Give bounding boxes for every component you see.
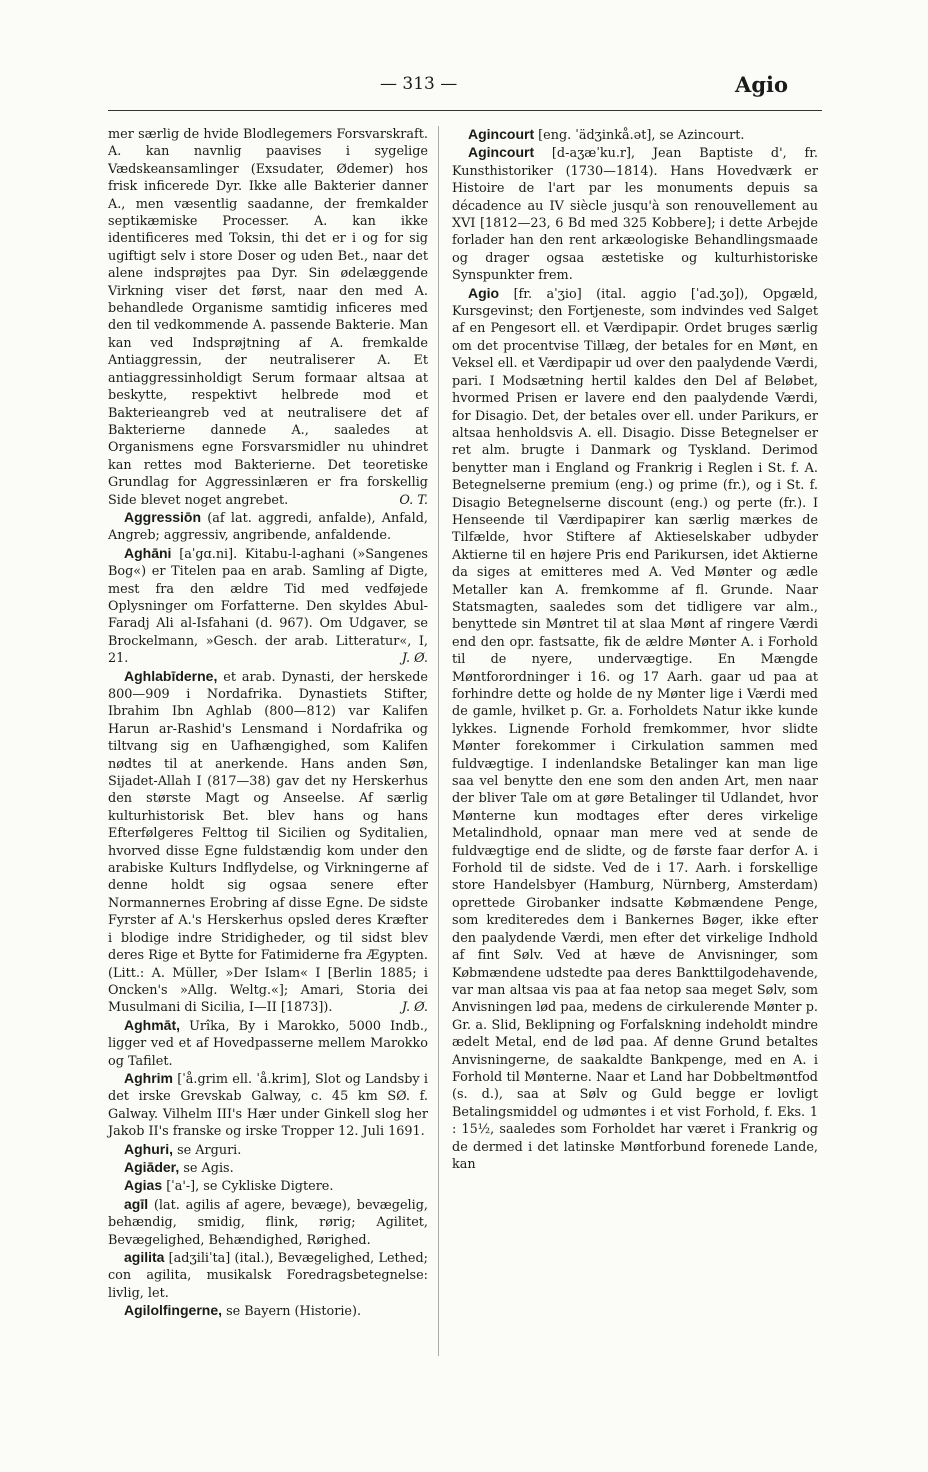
- entry-headword: Aghāni: [124, 544, 172, 561]
- entry-text: [ˈa'-], se Cykliske Digtere.: [162, 1179, 334, 1195]
- entry-text: se Arguri.: [173, 1142, 242, 1158]
- column-divider: [438, 126, 439, 1356]
- entry-text: et arab. Dynasti, der herskede 800—909 i Nordafrika. Dynastiets Stifter, Ibrahim Ibn Aghlab (800—812) var Kalifen Harun ar-Rashid's Lensmand i Nordafrika og tiltvang sig en Uafhængighed, som Kalifen nødtes til at anerkende. Hans anden Søn, Sijadet-Allah I (817—38) gav det ny Herskerhus den største Magt og Anseelse. Af særlig kulturhistorisk Bet. blev hans og hans Efterfølgeres Felttog til Sicilien og Syditalien, hvorved disse Egne fuldstændig kom under den arabiske Kulturs Indflydelse, og Virkningerne af denne holdt sig ogsaa senere efter Normannernes Erobring af disse Egne. De sidste Fyrster af A.'s Herskerhus opsled deres Kræfter i blodige indre Stridigheder, og til sidst blev deres Rige et Bytte for Fatimiderne fra Ægypten. (Litt.: A. Müller, »Der Islam« I [Berlin 1885; i Oncken's »Allg. Weltg.«]; Amari, Storia dei Musulmani di Sicilia, I—II [1873]).: [108, 669, 428, 1016]
- running-head: Agio: [735, 72, 788, 97]
- entry-agincourt-place: [452, 126, 818, 144]
- entry-headword: Aghlabīderne,: [124, 667, 218, 684]
- entry-text: [d-aʒæˈku.r], Jean Baptiste d', fr. Kunsthistoriker (1730—1814). Hans Hovedværk er Histoire de l'art par les monuments depuis sa décadence au IV siècle jusqu'à son renouvellement au XVI [1812—23, 6 Bd med 325 Kobbere]; i dette Arbejde forlader han den rent arkæologiske Behandlingsmaade og drager ogsaa æstetiske og kulturhistoriske Synspunkter frem.: [452, 146, 818, 284]
- author-signature: O. T.: [399, 492, 428, 508]
- entry-text: [ˈå.grim ell. ˈå.krim], Slot og Landsby i det irske Grevskab Galway, c. 45 km SØ. f. Galway. Vilhelm III's Hær under Ginkell slog her Jakob II's franske og irske Tropper 12. Juli 1691.: [108, 1071, 428, 1140]
- right-column: [452, 126, 818, 1173]
- author-signature: J. Ø.: [401, 651, 428, 667]
- entry-aghrim: [108, 1070, 428, 1141]
- entry-agincourt-person: [452, 144, 818, 284]
- entry-aghani: [108, 545, 428, 668]
- entry-aghmat: [108, 1017, 428, 1070]
- entry-text: mer særlig de hvide Blodlegemers Forsvarskraft. A. kan navnlig paavises i sygelige Vædskeansamlinger (Exsudater, Ødemer) hos frisk inficerede Dyr. Ikke alle Bakterier danner A., men væsentlig saadanne, der fremkalder septikæmiske Processer. A. kan ikke identificeres med Toksin, thi det er i og for sig ugiftigt selv i store Doser og uden Bet., naar det alene indsprøjtes paa Dyr. Sin ødelæggende Virkning viser det først, naar den med A. behandlede Organisme samtidig inficeres med den til vedkommende A. passende Bakterie. Man kan ved Indsprøjtning af A. fremkalde Antiaggressin, der neutraliserer A. Et antiaggressinholdigt Serum formaar altsaa at beskytte, respektivt helbrede mod et Bakterieangreb ved at neutralisere det af Bakterierne dannede A., saaledes at Organismens egne Forsvarsmidler nu uhindret kan rettes mod Bakterierne. Det teoretiske Grundlag for Aggressinlæren er fra forskellig Side blevet noget angrebet.: [108, 127, 428, 508]
- left-column: [108, 126, 428, 1321]
- entry-headword: Aghuri,: [124, 1140, 173, 1157]
- entry-agio: [452, 285, 818, 1174]
- entry-aghuri: [108, 1141, 428, 1159]
- entry-text: se Agis.: [179, 1160, 234, 1176]
- entry-text: [adʒiliˈta] (ital.), Bevægelighed, Lethed; con agilita, musikalsk Foredragsbetegnelse: livlig, let.: [108, 1251, 428, 1301]
- entry-text: [aˈgɑ.ni]. Kitabu-l-aghani (»Sangenes Bog«) er Titelen paa en arab. Samling af Digte, mest fra den ældre Tid med vedføjede Oplysninger om Forfatterne. Den skyldes Abul-Faradj Ali al-Isfahani (d. 967). Om Udgaver, se Brockelmann, »Gesch. der arab. Litteratur«, I, 21.: [108, 546, 428, 667]
- entry-headword: Agiāder,: [124, 1158, 180, 1175]
- entry-agiader: [108, 1159, 428, 1177]
- entry-headword: Agincourt: [468, 144, 535, 161]
- entry-text: (lat. agilis af agere, bevæge), bevægelig, behændig, smidig, flink, rørig; Agilitet, Bevægelighed, Behændighed, Rørighed.: [108, 1197, 428, 1248]
- entry-headword: agīl: [124, 1195, 149, 1212]
- entry-headword: Agias: [124, 1177, 163, 1194]
- entry-text: Urîka, By i Marokko, 5000 Indb., ligger ved et af Hovedpasserne mellem Marokko og Tafilet.: [108, 1018, 428, 1069]
- entry-aghlabiderne: [108, 668, 428, 1017]
- entry-text: (af lat. aggredi, anfalde), Anfald, Angreb; aggressiv, angribende, anfaldende.: [108, 510, 428, 544]
- entry-headword: Agio: [468, 284, 500, 301]
- entry-agilolfingerne: [108, 1302, 428, 1320]
- header-rule: [108, 110, 822, 111]
- author-signature: J. Ø.: [401, 1000, 428, 1016]
- entry-agil: [108, 1196, 428, 1249]
- entry-text: [fr. aˈʒio] (ital. aggio [ˈad.ʒo]), Opgæld, Kursgevinst; den Fortjeneste, som indvindes ved Salget af en Pengesort ell. et Værdipapir. Ordet bruges særlig om det procentvise Tillæg, der betales for en Mønt, en Veksel ell. et Værdipapir ud over den paalydende Værdi, pari. I Modsætning hertil kaldes den Del af Beløbet, hvormed Prisen er lavere end den paalydende Værdi, for Disagio. Det, der betales over ell. under Parikurs, er altsaa henholdsvis A. ell. Disagio. Disse Betegnelser er ret alm. brugte i Danmark og Tyskland. Derimod benytter man i England og Frankrig i Reglen i St. f. A. Betegnelserne premium (eng.) og prime (fr.), og i St. f. Disagio Betegnelserne discount (eng.) og perte (fr.). I Henseende til Værdipapirer kan særlig mærkes de Tilfælde, hvor Stiftere af Aktieselskaber udbyder Aktierne til en højere Pris end Parikursen, idet Aktierne da siges at emitteres med A. Ved Mønter og ædle Metaller kan A. fremkomme af fl. Grunde. Naar Statsmagten, saaledes som det tidligere var alm., benyttede sin Møntret til at slaa Mønt af ringere Værdi end den opr. fastsatte, fik de ældre Mønter A. i Forhold til de nyere, undervægtige. En Mængde Møntforordninger i 16. og 17 Aarh. gaar ud paa at forhindre dette og holde de ny Mønter lige i Værdi med de gamle, hvilket p. Gr. a. Forholdets Natur ikke kunde lykkes. Lignende Forhold fremkommer, hvor slidte Mønter forekommer i Cirkulation sammen med fuldvægtige. I indenlandske Betalinger kan man lige saa vel benytte den ene som den anden Art, men naar der bliver Tale om at gøre Betalinger til Udlandet, hvor Mønterne kun modtages efter deres virkelige Metalindhold, opnaar man mere ved at sende de fuldvægtige end de slidte, og de første faar derfor A. i Forhold til de sidste. Ved de i 17. Aarh. i forskellige store Handelsbyer (Hamburg, Nürnberg, Amsterdam) oprettede Girobanker indsatte Købmændene Penge, som krediteredes dem i Bankernes Bøger, ikke efter den paalydende Værdi, men efter det virkelige Indhold af fint Sølv. Ved at hæve de Anvisninger, som Købmændene udstedte paa deres Bankttilgodehavende, var man altsaa vis paa at faa netop saa meget Sølv, som Anvisningen lød paa, medens de cirkulerende Mønter p. Gr. a. Slid, Beklipning og Forfalskning indeholdt mindre ædelt Metal, end de lød paa. Af denne Grund betaltes Anvisningerne, de saakaldte Bankpenge, med en A. i Forhold til Mønterne. Naar et Land har Dobbeltmøntfod (s. d.), saa at Sølv og Guld begge er lovligt Betalingsmiddel og udmøntes i et vist Forhold, f. Eks. 1 : 15½, saaledes som Forholdet har været i Frankrig og de dermed i det latinske Møntforbund forenede Lande, kan: [452, 286, 818, 1172]
- entry-agilita: [108, 1249, 428, 1302]
- entry-headword: Aggressiōn: [124, 508, 202, 525]
- entry-agias: [108, 1177, 428, 1195]
- entry-text: [eng. ˈädʒinkå.ət], se Azincourt.: [534, 128, 745, 143]
- entry-aggressin-continued: [108, 126, 428, 509]
- entry-headword: agilita: [124, 1249, 165, 1265]
- entry-text: se Bayern (Historie).: [222, 1304, 362, 1320]
- page-header: [0, 74, 928, 104]
- entry-headword: Aghmāt,: [124, 1016, 180, 1033]
- entry-aggression: [108, 509, 428, 545]
- entry-headword: Aghrim: [124, 1069, 173, 1086]
- page-number: — 313 —: [380, 74, 458, 94]
- entry-headword: Agincourt: [468, 126, 535, 142]
- entry-headword: Agilolfingerne,: [124, 1302, 222, 1319]
